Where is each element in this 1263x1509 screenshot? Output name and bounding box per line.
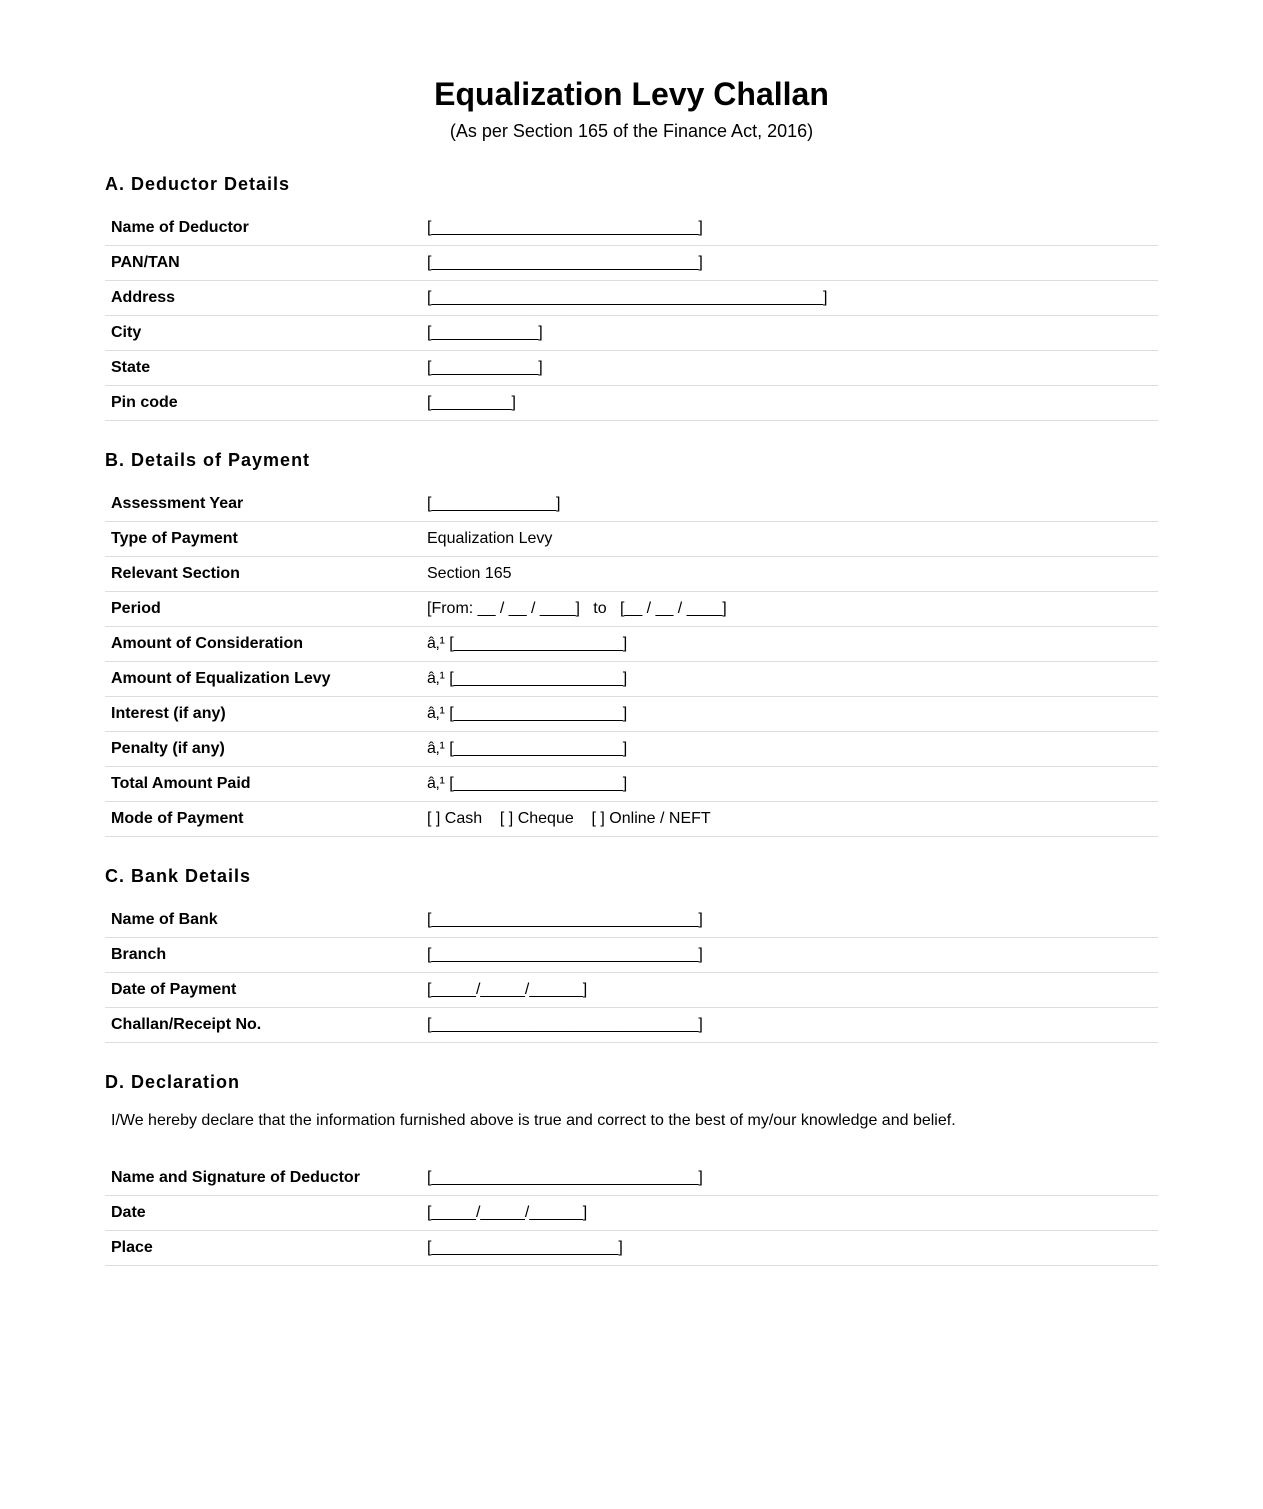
field-label: Date of Payment [111,981,237,998]
pin-code-field[interactable]: [_________] [427,394,516,411]
field-label: Total Amount Paid [111,775,251,792]
section-title: A. Deductor Details [105,174,291,194]
page-title: Equalization Levy Challan [434,76,829,112]
branch-field[interactable]: [______________________________] [427,946,703,963]
field-label: Date [111,1204,146,1221]
field-label: State [111,359,151,376]
row-place [105,1231,1158,1266]
field-label: Assessment Year [111,495,244,512]
mode-of-payment-options[interactable]: [ ] Cash [ ] Cheque [ ] Online / NEFT [427,810,711,827]
row-name-and-signature [105,1161,1158,1196]
relevant-section-value: Section 165 [427,565,512,582]
field-label: Name of Bank [111,911,218,928]
declaration-text: I/We hereby declare that the information furnished above is true and correct to the best of my/our knowledge and belief. [111,1112,956,1129]
section-declaration [105,1070,1158,1266]
field-label: Period [111,600,161,617]
field-label: Relevant Section [111,565,240,582]
declaration-rows [105,1161,1158,1266]
page-subtitle: (As per Section 165 of the Finance Act, 2016) [449,121,814,141]
field-label: Place [111,1239,153,1256]
row-amount-of-equalization-levy [105,662,1158,697]
payment-rows [105,487,1158,837]
type-of-payment-value: Equalization Levy [427,530,553,547]
section-bank-details [105,864,1158,1043]
section-deductor-details [105,172,1158,421]
amount-of-equalization-levy-field[interactable]: â‚¹ [___________________] [427,670,628,687]
field-label: Address [111,289,176,306]
address-field[interactable]: [____________________________________________] [427,289,828,306]
section-title: B. Details of Payment [105,450,311,470]
city-field[interactable]: [____________] [427,324,543,341]
row-date-of-payment [105,973,1158,1008]
row-challan-receipt-no [105,1008,1158,1043]
section-details-of-payment [105,448,1158,837]
period-field[interactable]: [From: __ / __ / ____] to [__ / __ / ____] [427,600,727,617]
pan-tan-field[interactable]: [______________________________] [427,254,703,271]
row-city [105,316,1158,351]
field-label: PAN/TAN [111,254,180,271]
row-branch [105,938,1158,973]
row-pan-tan [105,246,1158,281]
field-label: Amount of Equalization Levy [111,670,331,687]
field-label: Interest (if any) [111,705,226,722]
row-name-of-bank [105,903,1158,938]
deductor-rows [105,211,1158,421]
row-assessment-year [105,487,1158,522]
row-amount-of-consideration [105,627,1158,662]
section-title: C. Bank Details [105,866,252,886]
field-label: Name and Signature of Deductor [111,1169,360,1186]
row-pin-code [105,386,1158,421]
row-relevant-section [105,557,1158,592]
field-label: Type of Payment [111,530,238,547]
field-label: Penalty (if any) [111,740,225,757]
name-and-signature-field[interactable]: [______________________________] [427,1169,703,1186]
date-of-payment-field[interactable]: [_____/_____/______] [427,981,588,998]
penalty-field[interactable]: â‚¹ [___________________] [427,740,628,757]
section-title: D. Declaration [105,1072,241,1092]
field-label: City [111,324,142,341]
row-penalty [105,732,1158,767]
field-label: Name of Deductor [111,219,249,236]
field-label: Pin code [111,394,178,411]
row-name-of-deductor [105,211,1158,246]
amount-of-consideration-field[interactable]: â‚¹ [___________________] [427,635,628,652]
field-label: Mode of Payment [111,810,244,827]
row-mode-of-payment [105,802,1158,837]
row-interest [105,697,1158,732]
field-label: Amount of Consideration [111,635,303,652]
field-label: Branch [111,946,167,963]
date-field[interactable]: [_____/_____/______] [427,1204,588,1221]
name-of-deductor-field[interactable]: [______________________________] [427,219,703,236]
state-field[interactable]: [____________] [427,359,543,376]
row-address [105,281,1158,316]
row-state [105,351,1158,386]
field-label: Challan/Receipt No. [111,1016,262,1033]
total-amount-paid-field[interactable]: â‚¹ [___________________] [427,775,628,792]
place-field[interactable]: [_____________________] [427,1239,623,1256]
challan-receipt-no-field[interactable]: [______________________________] [427,1016,703,1033]
row-total-amount-paid [105,767,1158,802]
row-type-of-payment [105,522,1158,557]
row-date [105,1196,1158,1231]
bank-rows [105,903,1158,1043]
interest-field[interactable]: â‚¹ [___________________] [427,705,628,722]
assessment-year-field[interactable]: [______________] [427,495,561,512]
name-of-bank-field[interactable]: [______________________________] [427,911,703,928]
row-period [105,592,1158,627]
